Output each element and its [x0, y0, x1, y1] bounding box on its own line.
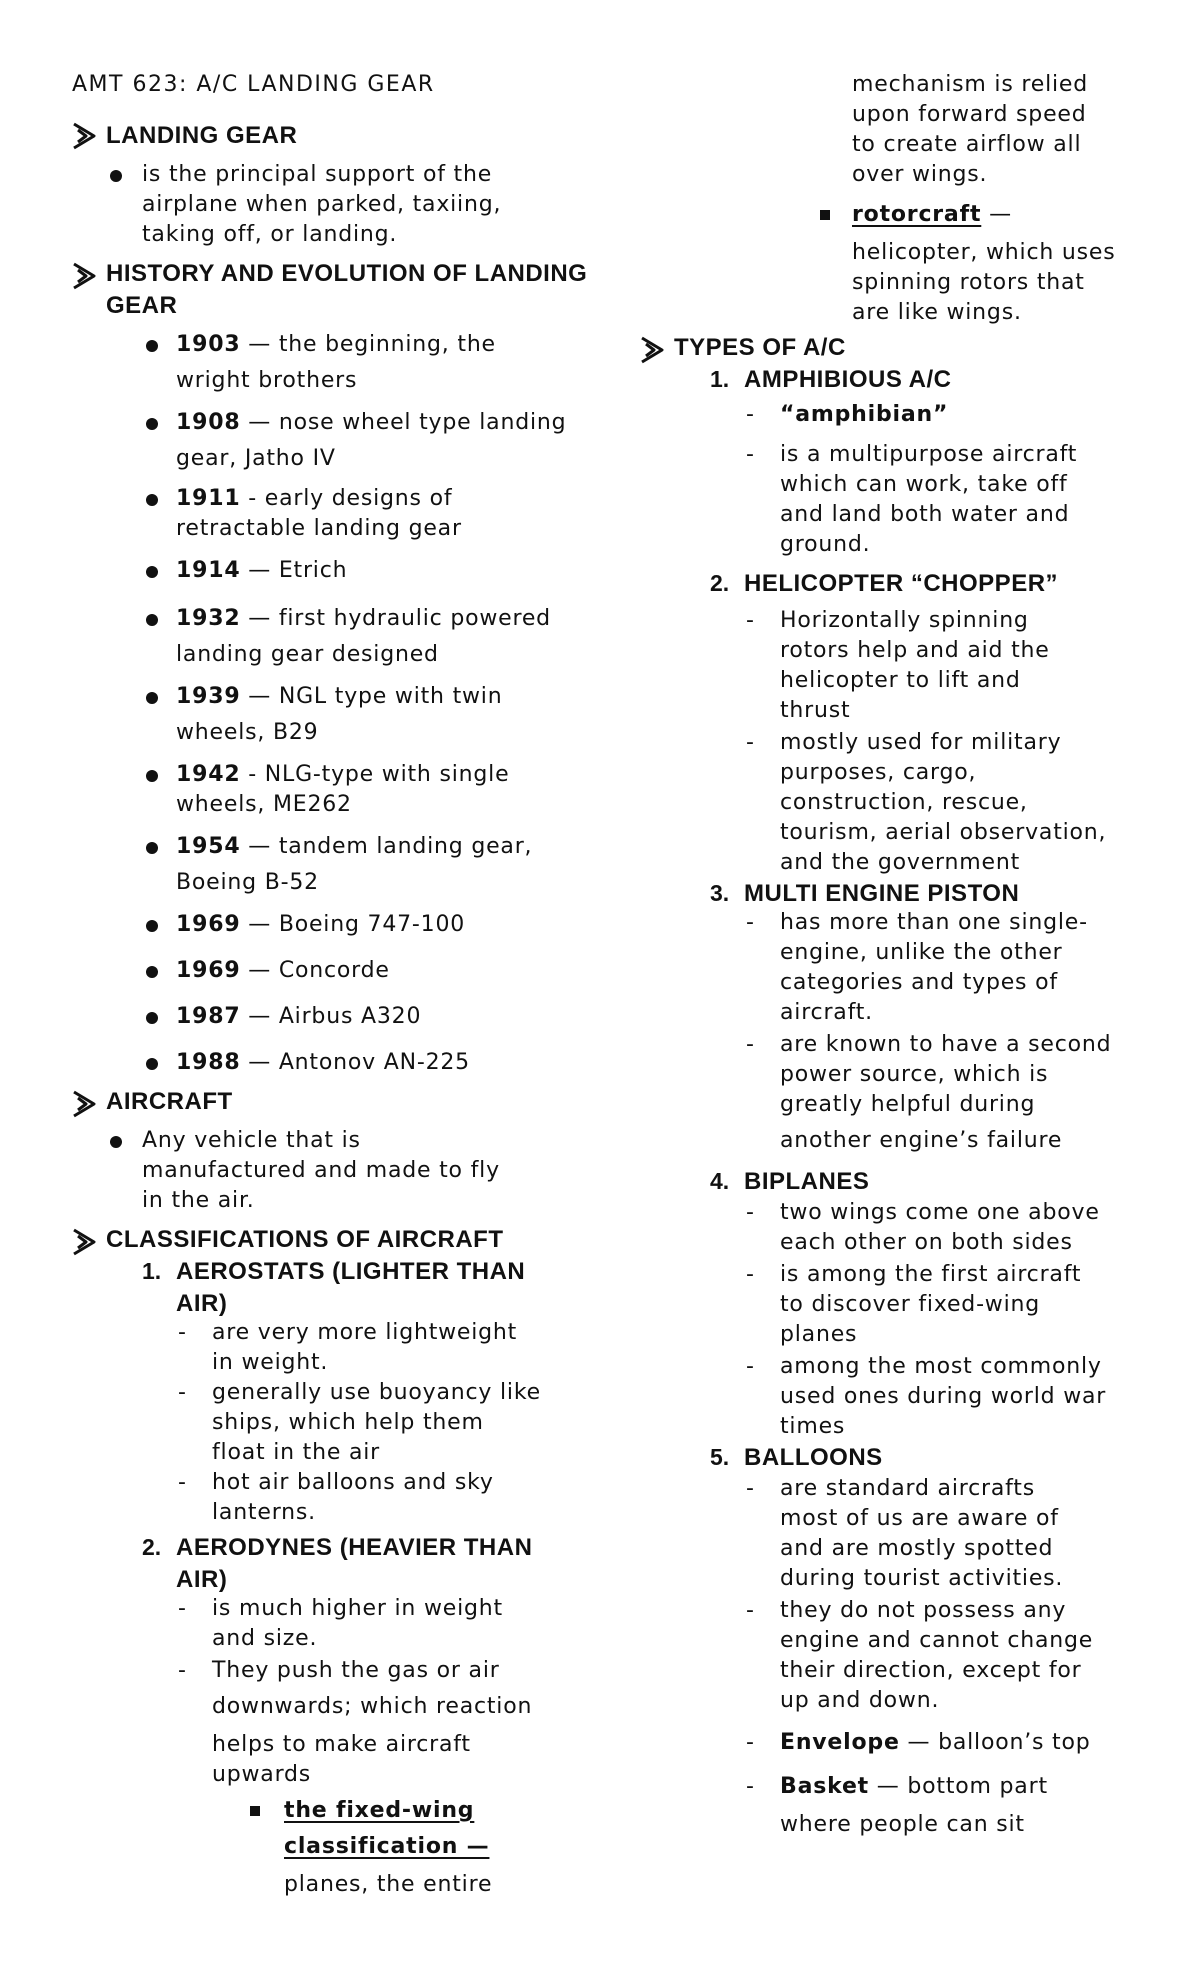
text-line: is much higher in weight: [212, 1596, 503, 1621]
square-bullet: [250, 1806, 260, 1816]
history-item: [176, 484, 452, 514]
rotorcraft-item: [852, 200, 1012, 230]
history-year: 1914: [176, 558, 241, 583]
dash-bullet: -: [746, 1476, 754, 1501]
text-line: engine, unlike the other: [780, 940, 1063, 965]
arrow-bullet-icon: [72, 262, 96, 290]
text-line: ships, which help them: [212, 1410, 484, 1435]
list-number: 2.: [710, 570, 730, 596]
history-text-cont: Boeing B-52: [176, 870, 319, 895]
text-line: helicopter to lift and: [780, 668, 1021, 693]
subheading-aerostats: AEROSTATS (LIGHTER THAN: [176, 1258, 526, 1285]
history-text: — Antonov AN-225: [240, 1050, 470, 1075]
bullet-dot: [146, 494, 158, 506]
document-title: AMT 623: A/C LANDING GEAR: [72, 72, 435, 97]
history-item: [176, 604, 551, 634]
text-line: airplane when parked, taxiing,: [142, 192, 502, 217]
history-item: [176, 760, 509, 790]
basket-item: [780, 1772, 1048, 1802]
history-year: 1987: [176, 1004, 241, 1029]
heading-history: HISTORY AND EVOLUTION OF LANDING: [106, 260, 588, 287]
history-text-cont: retractable landing gear: [176, 516, 462, 541]
text-line: purposes, cargo,: [780, 760, 977, 785]
history-text-cont: wheels, ME262: [176, 792, 352, 817]
text-line: each other on both sides: [780, 1230, 1073, 1255]
dash-bullet: -: [746, 442, 754, 467]
bullet-dot: [146, 566, 158, 578]
bullet-dot: [146, 692, 158, 704]
history-text: — Etrich: [240, 558, 348, 583]
history-item: [176, 556, 347, 586]
text-line: are standard aircrafts: [780, 1476, 1035, 1501]
text-line: mechanism is relied: [852, 72, 1089, 97]
text-line: and the government: [780, 850, 1020, 875]
arrow-bullet-icon: [72, 122, 96, 150]
text-line: manufactured and made to fly: [142, 1158, 500, 1183]
text-line: greatly helpful during: [780, 1092, 1036, 1117]
list-number: 1.: [142, 1258, 162, 1284]
text-line: over wings.: [852, 162, 988, 187]
bullet-dot: [146, 966, 158, 978]
text-line: power source, which is: [780, 1062, 1049, 1087]
text-line: two wings come one above: [780, 1200, 1100, 1225]
history-year: 1903: [176, 332, 241, 357]
history-text-cont: landing gear designed: [176, 642, 439, 667]
dash-bullet: -: [746, 1200, 754, 1225]
text-line: downwards; which reaction: [212, 1694, 533, 1719]
subheading-helicopter: HELICOPTER “CHOPPER”: [744, 570, 1059, 597]
text-line: which can work, take off: [780, 472, 1068, 497]
dash-bullet: -: [746, 1262, 754, 1287]
history-text-cont: gear, Jatho IV: [176, 446, 336, 471]
history-year: 1911: [176, 486, 241, 511]
history-text: — Concorde: [240, 958, 390, 983]
term-rotorcraft: rotorcraft: [852, 202, 982, 227]
term-fixed-wing-cont: classification —: [284, 1834, 490, 1859]
text-line: is the principal support of the: [142, 162, 493, 187]
text-line: are like wings.: [852, 300, 1022, 325]
text-line: in the air.: [142, 1188, 255, 1213]
text-line: tourism, aerial observation,: [780, 820, 1107, 845]
history-text: — tandem landing gear,: [240, 834, 533, 859]
bullet-dot: [146, 1012, 158, 1024]
text-line: helps to make aircraft: [212, 1732, 471, 1757]
term-dash: —: [981, 202, 1012, 227]
bullet-dot: [146, 1058, 158, 1070]
square-bullet: [820, 210, 830, 220]
subheading-aerostats-cont: AIR): [176, 1290, 228, 1317]
basket-text: — bottom part: [869, 1774, 1048, 1799]
text-line: Horizontally spinning: [780, 608, 1029, 633]
text-line: is a multipurpose aircraft: [780, 442, 1078, 467]
text-line: rotors help and aid the: [780, 638, 1050, 663]
history-item: [176, 1048, 470, 1078]
list-number: 5.: [710, 1444, 730, 1470]
text-line: construction, rescue,: [780, 790, 1028, 815]
history-item: [176, 832, 532, 862]
text-line: generally use buoyancy like: [212, 1380, 541, 1405]
history-text-cont: wheels, B29: [176, 720, 319, 745]
text-line: are known to have a second: [780, 1032, 1112, 1057]
list-number: 4.: [710, 1168, 730, 1194]
history-year: 1932: [176, 606, 241, 631]
text-line: ground.: [780, 532, 871, 557]
arrow-bullet-icon: [640, 336, 664, 364]
history-text: — nose wheel type landing: [240, 410, 567, 435]
history-item: [176, 408, 566, 438]
text-line: during tourist activities.: [780, 1566, 1064, 1591]
text-line: upon forward speed: [852, 102, 1087, 127]
dash-bullet: -: [178, 1380, 186, 1405]
heading-classifications: CLASSIFICATIONS OF AIRCRAFT: [106, 1226, 504, 1253]
text-line: has more than one single-: [780, 910, 1088, 935]
history-year: 1988: [176, 1050, 241, 1075]
history-text: - NLG-type with single: [240, 762, 510, 787]
list-number: 3.: [710, 880, 730, 906]
subheading-amphibious: AMPHIBIOUS A/C: [744, 366, 952, 393]
dash-bullet: -: [746, 910, 754, 935]
heading-landing-gear: LANDING GEAR: [106, 122, 298, 149]
text-line: their direction, except for: [780, 1658, 1082, 1683]
text-line: and are mostly spotted: [780, 1536, 1054, 1561]
text-line: thrust: [780, 698, 851, 723]
history-year: 1969: [176, 912, 241, 937]
dash-bullet: -: [746, 1730, 754, 1755]
text-line: helicopter, which uses: [852, 240, 1116, 265]
term-envelope: Envelope: [780, 1730, 900, 1755]
history-text: — Airbus A320: [240, 1004, 422, 1029]
history-year: 1942: [176, 762, 241, 787]
text-line: to discover fixed-wing: [780, 1292, 1041, 1317]
dash-bullet: -: [746, 1774, 754, 1799]
text-line: up and down.: [780, 1688, 940, 1713]
bullet-dot: [146, 614, 158, 626]
history-text-cont: wright brothers: [176, 368, 358, 393]
text-line: mostly used for military: [780, 730, 1062, 755]
text-line: planes, the entire: [284, 1872, 493, 1897]
dash-bullet: -: [178, 1320, 186, 1345]
heading-aircraft: AIRCRAFT: [106, 1088, 233, 1115]
text-line: and land both water and: [780, 502, 1070, 527]
text-line: times: [780, 1414, 846, 1439]
text-line: and size.: [212, 1626, 318, 1651]
text-line: Any vehicle that is: [142, 1128, 361, 1153]
subheading-multi-engine: MULTI ENGINE PISTON: [744, 880, 1020, 907]
history-item: [176, 910, 465, 940]
dash-bullet: -: [178, 1596, 186, 1621]
text-line: in weight.: [212, 1350, 329, 1375]
text-line: upwards: [212, 1762, 312, 1787]
text-line: spinning rotors that: [852, 270, 1085, 295]
text-line: They push the gas or air: [212, 1658, 500, 1683]
history-text: — NGL type with twin: [240, 684, 503, 709]
text-line: is among the first aircraft: [780, 1262, 1082, 1287]
list-number: 1.: [710, 366, 730, 392]
text-line: hot air balloons and sky: [212, 1470, 494, 1495]
dash-bullet: -: [746, 730, 754, 755]
text-line: used ones during world war: [780, 1384, 1107, 1409]
term-fixed-wing: the fixed-wing: [284, 1798, 475, 1823]
heading-types: TYPES OF A/C: [674, 334, 846, 361]
text-line: aircraft.: [780, 1000, 873, 1025]
dash-bullet: -: [746, 1354, 754, 1379]
text-line: lanterns.: [212, 1500, 316, 1525]
text-line: among the most commonly: [780, 1354, 1102, 1379]
bullet-dot: [110, 1136, 122, 1148]
arrow-bullet-icon: [72, 1090, 96, 1118]
dash-bullet: -: [178, 1658, 186, 1683]
dash-bullet: -: [746, 1032, 754, 1057]
dash-bullet: -: [746, 1598, 754, 1623]
history-item: [176, 956, 390, 986]
bullet-dot: [146, 770, 158, 782]
heading-history-cont: GEAR: [106, 292, 178, 319]
history-year: 1954: [176, 834, 241, 859]
arrow-bullet-icon: [72, 1228, 96, 1256]
history-item: [176, 330, 496, 360]
subheading-balloons: BALLOONS: [744, 1444, 883, 1471]
history-text: - early designs of: [240, 486, 453, 511]
history-text: — first hydraulic powered: [240, 606, 551, 631]
text-line: taking off, or landing.: [142, 222, 398, 247]
history-item: [176, 1002, 421, 1032]
text-line: they do not possess any: [780, 1598, 1067, 1623]
text-line: are very more lightweight: [212, 1320, 518, 1345]
subheading-aerodynes-cont: AIR): [176, 1566, 228, 1593]
bullet-dot: [146, 340, 158, 352]
text-line: planes: [780, 1322, 858, 1347]
text-amphibian: “amphibian”: [780, 402, 949, 427]
subheading-biplanes: BIPLANES: [744, 1168, 870, 1195]
text-line: where people can sit: [780, 1812, 1025, 1837]
dash-bullet: -: [746, 608, 754, 633]
bullet-dot: [110, 170, 122, 182]
bullet-dot: [146, 920, 158, 932]
subheading-aerodynes: AERODYNES (HEAVIER THAN: [176, 1534, 533, 1561]
dash-bullet: -: [178, 1470, 186, 1495]
text-line: to create airflow all: [852, 132, 1082, 157]
history-text: — the beginning, the: [240, 332, 496, 357]
text-line: categories and types of: [780, 970, 1058, 995]
text-line: engine and cannot change: [780, 1628, 1094, 1653]
term-basket: Basket: [780, 1774, 869, 1799]
bullet-dot: [146, 842, 158, 854]
text-line: another engine’s failure: [780, 1128, 1063, 1153]
history-item: [176, 682, 502, 712]
text-line: most of us are aware of: [780, 1506, 1059, 1531]
list-number: 2.: [142, 1534, 162, 1560]
envelope-text: — balloon’s top: [899, 1730, 1091, 1755]
history-text: — Boeing 747-100: [240, 912, 466, 937]
bullet-dot: [146, 418, 158, 430]
history-year: 1939: [176, 684, 241, 709]
dash-bullet: -: [746, 402, 754, 427]
envelope-item: [780, 1728, 1091, 1758]
history-year: 1908: [176, 410, 241, 435]
history-year: 1969: [176, 958, 241, 983]
text-line: float in the air: [212, 1440, 381, 1465]
